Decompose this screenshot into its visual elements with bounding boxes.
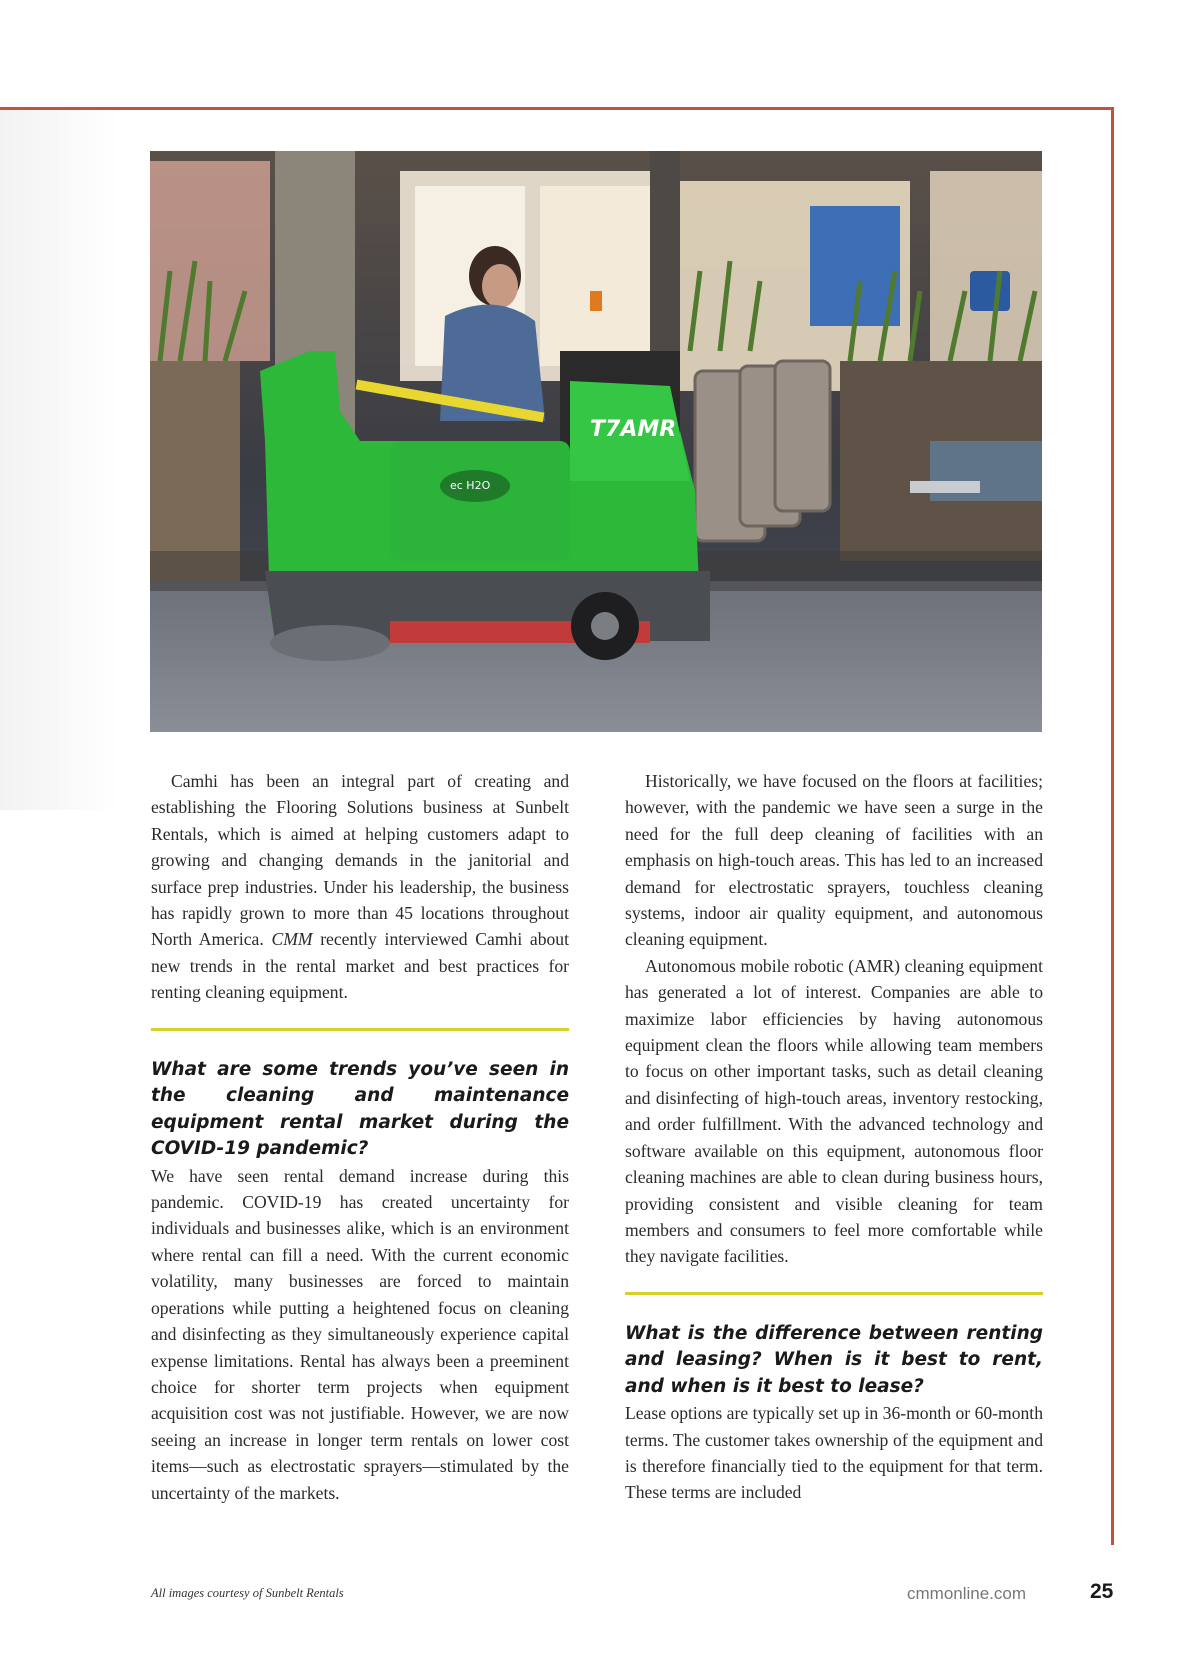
intro-paragraph (151, 768, 569, 1006)
section-divider (625, 1292, 1043, 1295)
page-number: 25 (1090, 1580, 1114, 1603)
question-heading: What is the difference between renting and leasing? When is it best to rent, and when is it best to lease? (625, 1322, 1043, 1397)
page-shadow (0, 110, 120, 810)
question-heading: What are some trends you’ve seen in the cleaning and maintenance equipment rental market during the COVID-19 pandemic? (151, 1058, 569, 1160)
left-column (151, 768, 569, 1506)
intro-tail: recently interviewed Camhi about new trends in the rental market and best practices for renting cleaning equipment. (151, 929, 569, 1003)
right-column (625, 768, 1043, 1506)
body-paragraph: Historically, we have focused on the floors at facilities; however, with the pandemic we have seen a surge in the need for the full deep cleaning of facilities with an emphasis on high-touch areas. This has led to an increased demand for electrostatic sprayers, touchless cleaning systems, indoor air quality equipment, and autonomous cleaning equipment. (625, 771, 1043, 950)
section-divider (151, 1028, 569, 1031)
frame-right-border (1111, 107, 1114, 1545)
magazine-name: CMM (271, 929, 313, 950)
intro-text: Camhi has been an integral part of creating and establishing the Flooring Solutions business at Sunbelt Rentals, which is aimed at helping customers adapt to growing and changing demands in the janitorial and surface prep industries. Under his leadership, the business has rapidly grown to more than 45 locations throughout North America. (151, 771, 569, 950)
answer-paragraph: We have seen rental demand increase during this pandemic. COVID-19 has created uncertainty for individuals and businesses alike, which is an environment where rental can fill a need. With the current economic volatility, many businesses are forced to maintain operations while putting a heightened focus on cleaning and disinfecting as they simultaneously experience capital expense limitations. Rental has always been a preeminent choice for shorter term projects when equipment acquisition cost was not justifiable. However, we are now seeing an increase in longer term rentals on lower cost items—such as electrostatic sprayers—stimulated by the uncertainty of the markets. (151, 1165, 569, 1503)
frame-top-border (0, 107, 1113, 110)
answer-paragraph: Lease options are typically set up in 36-month or 60-month terms. The customer takes ownership of the equipment and is therefore financially tied to the equipment for that term. These terms are included (625, 1403, 1043, 1503)
article-photo (150, 151, 1042, 732)
photo-icon (150, 151, 1042, 732)
machine-brand: T7AMR (590, 417, 677, 442)
photo-credit: All images courtesy of Sunbelt Rentals (151, 1586, 344, 1600)
machine-badge: ec H2O (450, 479, 491, 492)
site-url: cmmonline.com (907, 1584, 1027, 1603)
body-paragraph: Autonomous mobile robotic (AMR) cleaning equipment has generated a lot of interest. Companies are able to maximize labor efficiencies by having autonomous equipment clean the floors while allowing team members to focus on other important tasks, such as detail cleaning and disinfecting of high-touch areas, inventory restocking, and order fulfillment. With the advanced technology and software available on this equipment, autonomous floor cleaning machines are able to clean during business hours, providing consistent and visible cleaning for team members and consumers to feel more comfortable while they navigate facilities. (625, 955, 1043, 1267)
